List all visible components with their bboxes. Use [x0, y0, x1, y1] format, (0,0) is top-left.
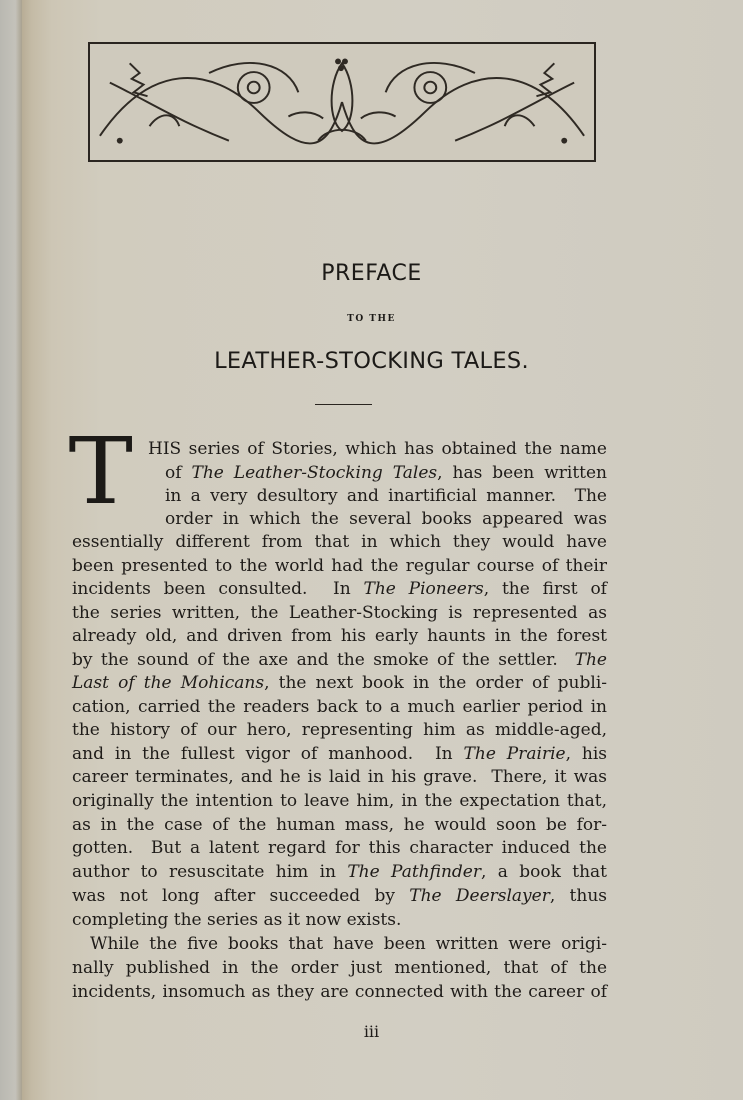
page-heading: PREFACE — [321, 261, 422, 286]
floral-headpiece-ornament — [88, 42, 596, 162]
text-line: cation, carried the readers back to a much earlier period in — [72, 697, 607, 717]
text-line: Last of the Mohicans, the next book in the order of publi- — [72, 673, 607, 693]
text-line: essentially different from that in which they would have — [72, 532, 607, 552]
text-line: in a very desultory and inartificial manner. The — [165, 486, 607, 506]
adjacent-page-edge — [0, 0, 22, 1100]
text-line: by the sound of the axe and the smoke of the settler. The — [72, 650, 607, 670]
text-line: originally the intention to leave him, in the expectation that, — [72, 791, 607, 811]
drop-cap: T — [68, 418, 133, 525]
text-line: and in the fullest vigor of manhood. In The Prairie, his — [72, 744, 608, 764]
text-line: HIS series of Stories, which has obtained the name — [148, 439, 607, 459]
text-line: incidents, insomuch as they are connected with the career of — [72, 982, 607, 1002]
text-line: completing the series as it now exists. — [72, 910, 402, 930]
text-line: career terminates, and he is laid in his grave. There, it was — [72, 767, 607, 787]
text-line: been presented to the world had the regular course of their — [72, 556, 607, 576]
text-line: of The Leather-Stocking Tales, has been written — [165, 463, 607, 483]
page-title: LEATHER-STOCKING TALES. — [214, 348, 529, 374]
page-subheading: TO THE — [347, 314, 396, 324]
text-line: author to resuscitate him in The Pathfinder, a book that — [72, 862, 607, 882]
ornament-vine-icon — [90, 44, 594, 160]
title-divider — [315, 404, 372, 405]
text-line: order in which the several books appeared was — [165, 509, 607, 529]
text-line: as in the case of the human mass, he would soon be for- — [72, 815, 607, 835]
page-number: iii — [363, 1022, 380, 1041]
text-line: was not long after succeeded by The Deerslayer, thus — [72, 886, 608, 906]
text-line: gotten. But a latent regard for this character induced the — [72, 838, 607, 858]
text-line: the series written, the Leather-Stocking is represented as — [72, 603, 607, 623]
text-line: While the five books that have been written were origi- — [90, 934, 607, 954]
text-line: nally published in the order just mentioned, that of the — [72, 958, 607, 978]
text-line: the history of our hero, representing him as middle-aged, — [72, 720, 607, 740]
text-line: already old, and driven from his early haunts in the forest — [72, 626, 607, 646]
text-line: incidents been consulted. In The Pioneers, the first of — [72, 579, 607, 599]
